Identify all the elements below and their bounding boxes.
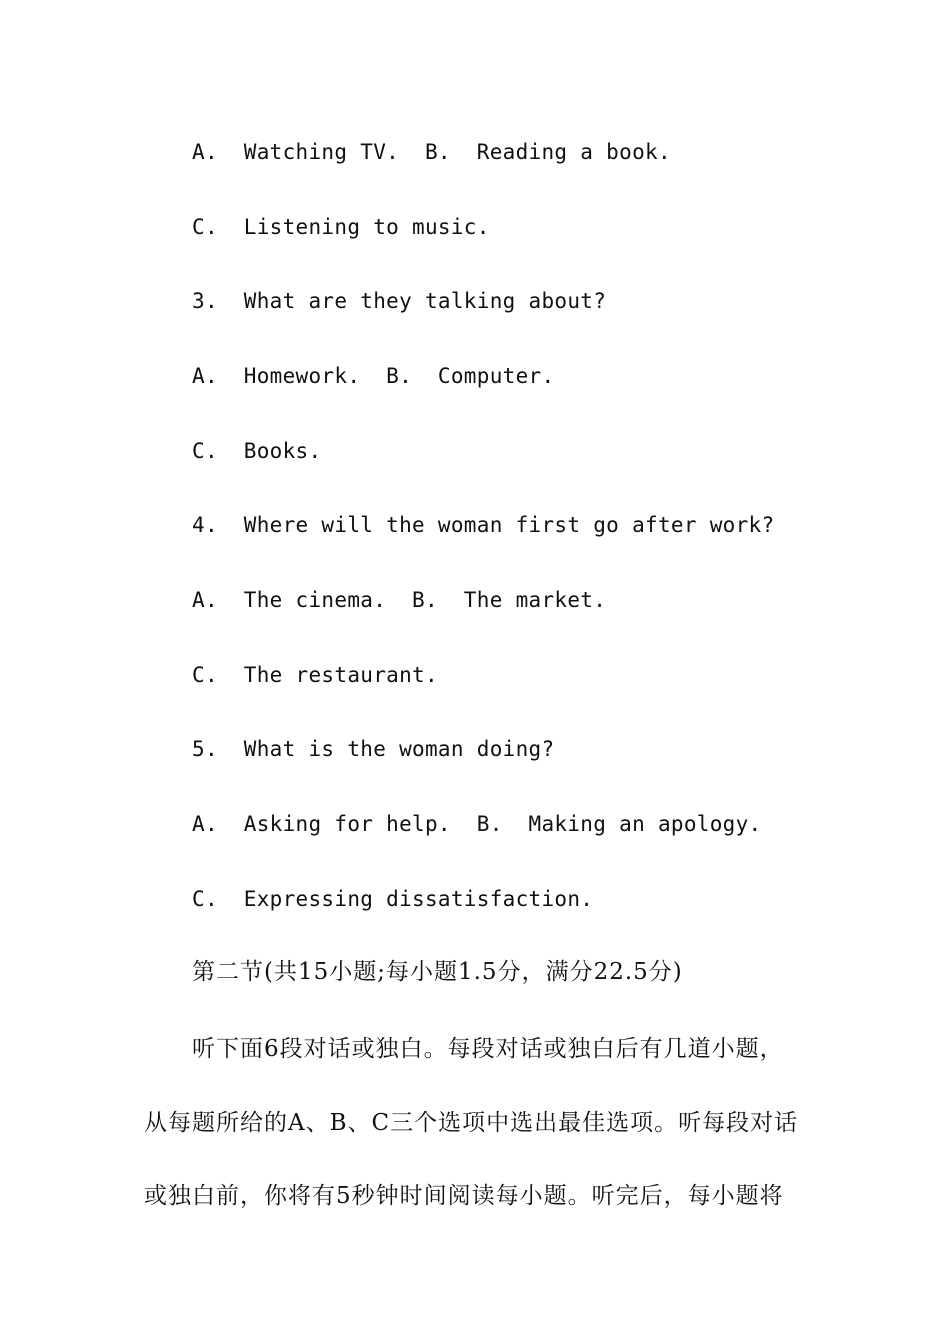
option-line: A. The cinema. B. The market. (192, 588, 607, 612)
option-line: A. Homework. B. Computer. (192, 364, 555, 388)
option-line: C. The restaurant. (192, 663, 438, 687)
question-line: 4. Where will the woman first go after work? (192, 513, 775, 537)
option-line: C. Books. (192, 439, 322, 463)
question-line: 5. What is the woman doing? (192, 737, 555, 761)
question-line: 3. What are they talking about? (192, 289, 607, 313)
section-heading: 第二节(共15小题;每小题1.5分，满分22.5分) (192, 959, 683, 985)
option-line: C. Listening to music. (192, 215, 490, 239)
option-line: C. Expressing dissatisfaction. (192, 887, 594, 911)
instruction-line: 听下面6段对话或独白。每段对话或独白后有几道小题， (192, 1036, 784, 1062)
instruction-line: 或独白前，你将有5秒钟时间阅读每小题。听完后，每小题将 (144, 1183, 784, 1209)
option-line: A. Asking for help. B. Making an apology. (192, 812, 762, 836)
instruction-line: 从每题所给的A、B、C三个选项中选出最佳选项。听每段对话 (144, 1110, 799, 1136)
option-line: A. Watching TV. B. Reading a book. (192, 140, 671, 164)
